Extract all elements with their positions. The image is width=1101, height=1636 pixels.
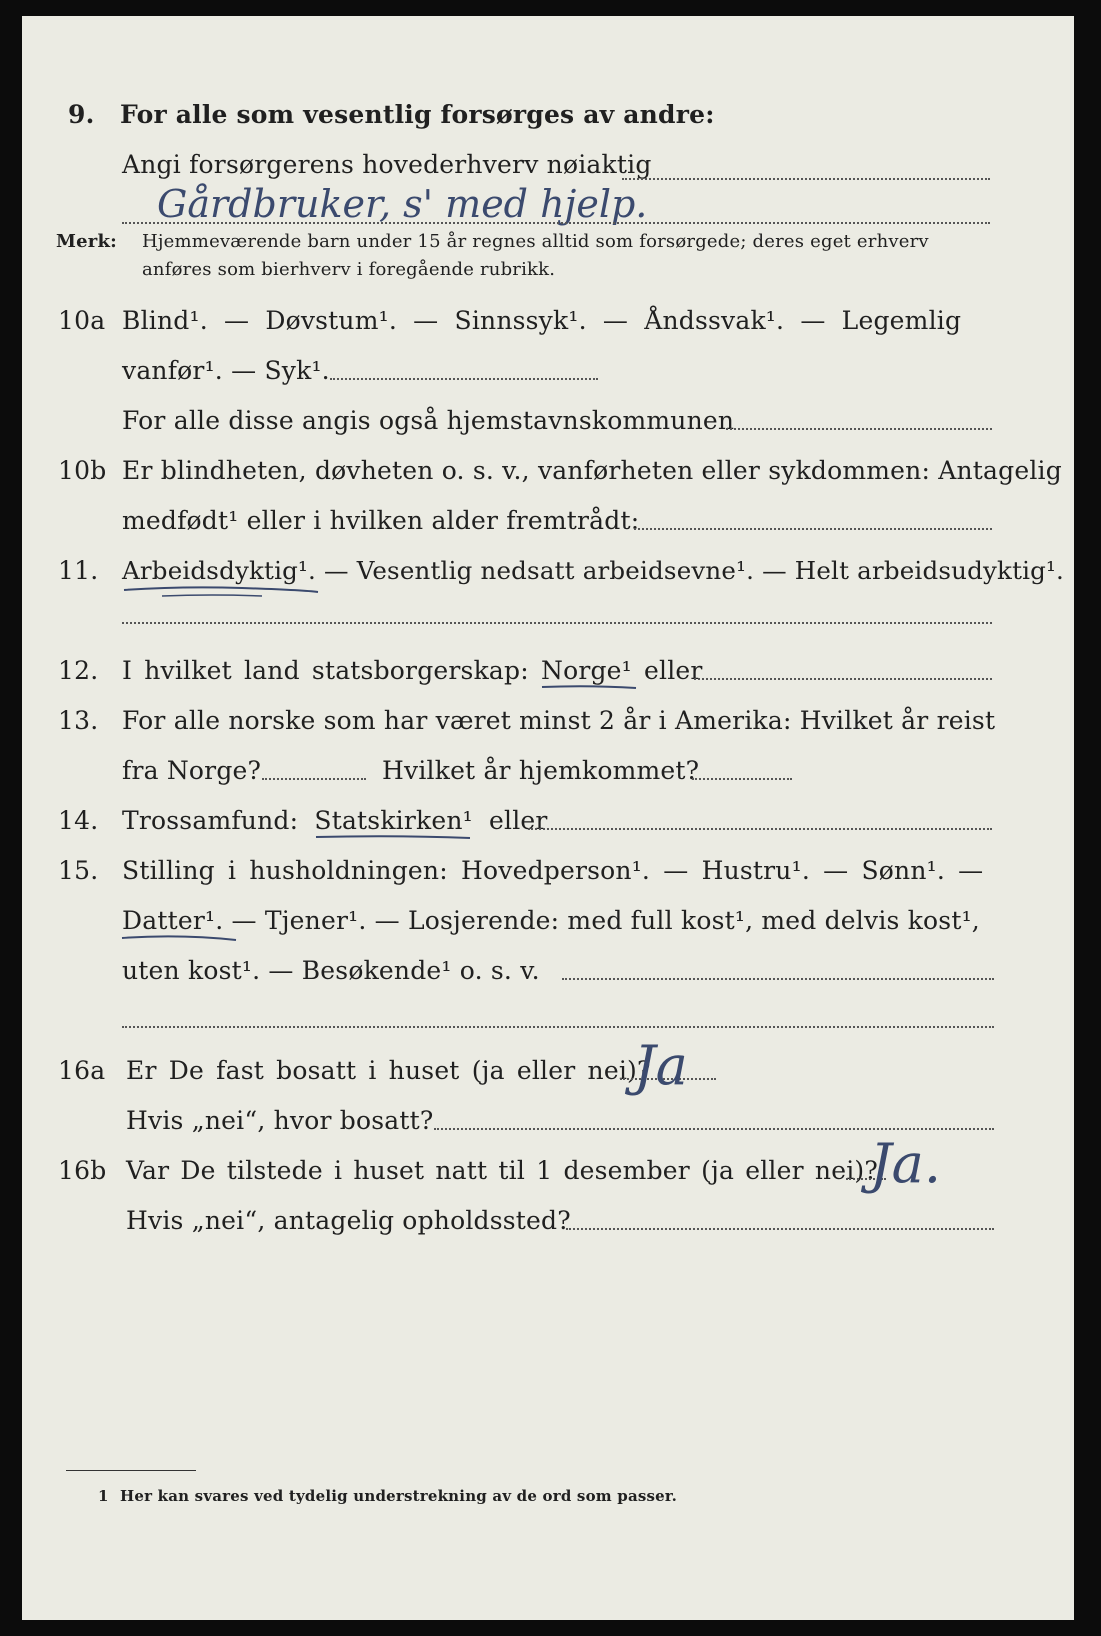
q11-line1: Arbeidsdyktig¹. — Vesentlig nedsatt arbeidsevne¹. — Helt arbeidsudyktig¹. [122,556,1065,585]
q13-line1: For alle norske som har været minst 2 år i Amerika: Hvilket år reist [122,706,996,735]
q16a-line1: Er De fast bosatt i huset (ja eller nei)? [126,1056,651,1085]
q15-line2: Datter¹. — Tjener¹. — Losjerende: med full kost¹, med delvis kost¹, [122,906,980,935]
q10a-number: 10a [58,306,106,335]
q10a-line3: For alle disse angis også hjemstavnskommunen [122,406,735,435]
q16b-line2: Hvis „nei“, antagelig opholdssted? [126,1206,571,1235]
q9-number: 9. [68,100,95,129]
q12-line1: I hvilket land statsborgerskap: Norge¹ eller [122,656,703,685]
footnote-mark: 1 [98,1487,109,1505]
q9-line2: Angi forsørgerens hovederhverv nøiaktig [122,150,652,179]
q16a-line2: Hvis „nei“, hvor bosatt? [126,1106,434,1135]
q9-title: For alle som vesentlig forsørges av andre: [120,100,715,129]
q16b-line1: Var De tilstede i huset natt til 1 desember (ja eller nei)? [126,1156,878,1185]
q13-line2b: Hvilket år hjemkommet? [382,756,700,785]
q14-fill-line [528,828,992,830]
q13-fill-line1 [262,778,366,780]
q10a-line1: Blind¹. — Døvstum¹. — Sinnssyk¹. — Åndssvak¹. — Legemlig [122,306,962,335]
q14-number: 14. [58,806,99,835]
merk-text-line1: Hjemmeværende barn under 15 år regnes alltid som forsørgede; deres eget erhverv [142,231,929,252]
q10b-line2: medfødt¹ eller i hvilken alder fremtrådt: [122,506,640,535]
q15-number: 15. [58,856,99,885]
q11-underline-mark [122,582,322,602]
merk-label: Merk: [56,231,117,252]
q15-fill-line2 [122,1026,994,1028]
q15-line3: uten kost¹. — Besøkende¹ o. s. v. [122,956,540,985]
q16a-number: 16a [58,1056,106,1085]
q15-fill-line1 [562,978,994,980]
q10b-number: 10b [58,456,107,485]
q16b-number: 16b [58,1156,107,1185]
census-form-page [22,16,1074,1620]
q9-answer-line [122,222,990,224]
q10a-line2: vanfør¹. — Syk¹. [122,356,330,385]
q10b-line1: Er blindheten, døvheten o. s. v., vanførheten eller sykdommen: Antagelig [122,456,1062,485]
q14-underline-mark [314,832,474,842]
q10a-fill-line2 [726,428,992,430]
q16b-fill-line2 [566,1228,994,1230]
q11-number: 11. [58,556,99,585]
q13-fill-line2 [692,778,792,780]
footnote-text: Her kan svares ved tydelig understrekning av de ord som passer. [120,1487,678,1505]
q15-underline-mark [120,932,240,946]
q9-handwritten-answer: Gårdbruker, s' med hjelp. [157,182,648,226]
q9-fill-line [622,178,990,180]
q13-number: 13. [58,706,99,735]
q12-fill-line [694,678,992,680]
q16b-handwritten-answer: Ja. [870,1132,942,1195]
q16a-handwritten-answer: Ja [634,1034,688,1097]
q13-line2a: fra Norge? [122,756,262,785]
q10b-fill-line [634,528,992,530]
q15-line1: Stilling i husholdningen: Hovedperson¹. — Hustru¹. — Sønn¹. — [122,856,984,885]
merk-text-line2: anføres som bierhverv i foregående rubrikk. [142,259,556,280]
q12-number: 12. [58,656,99,685]
q11-fill-line [122,622,992,624]
q10a-fill-line [330,378,598,380]
q14-line1: Trossamfund: Statskirken¹ eller [122,806,548,835]
q12-underline-mark [540,682,640,692]
footnote-divider [66,1470,196,1471]
q16a-fill-line2 [434,1128,994,1130]
